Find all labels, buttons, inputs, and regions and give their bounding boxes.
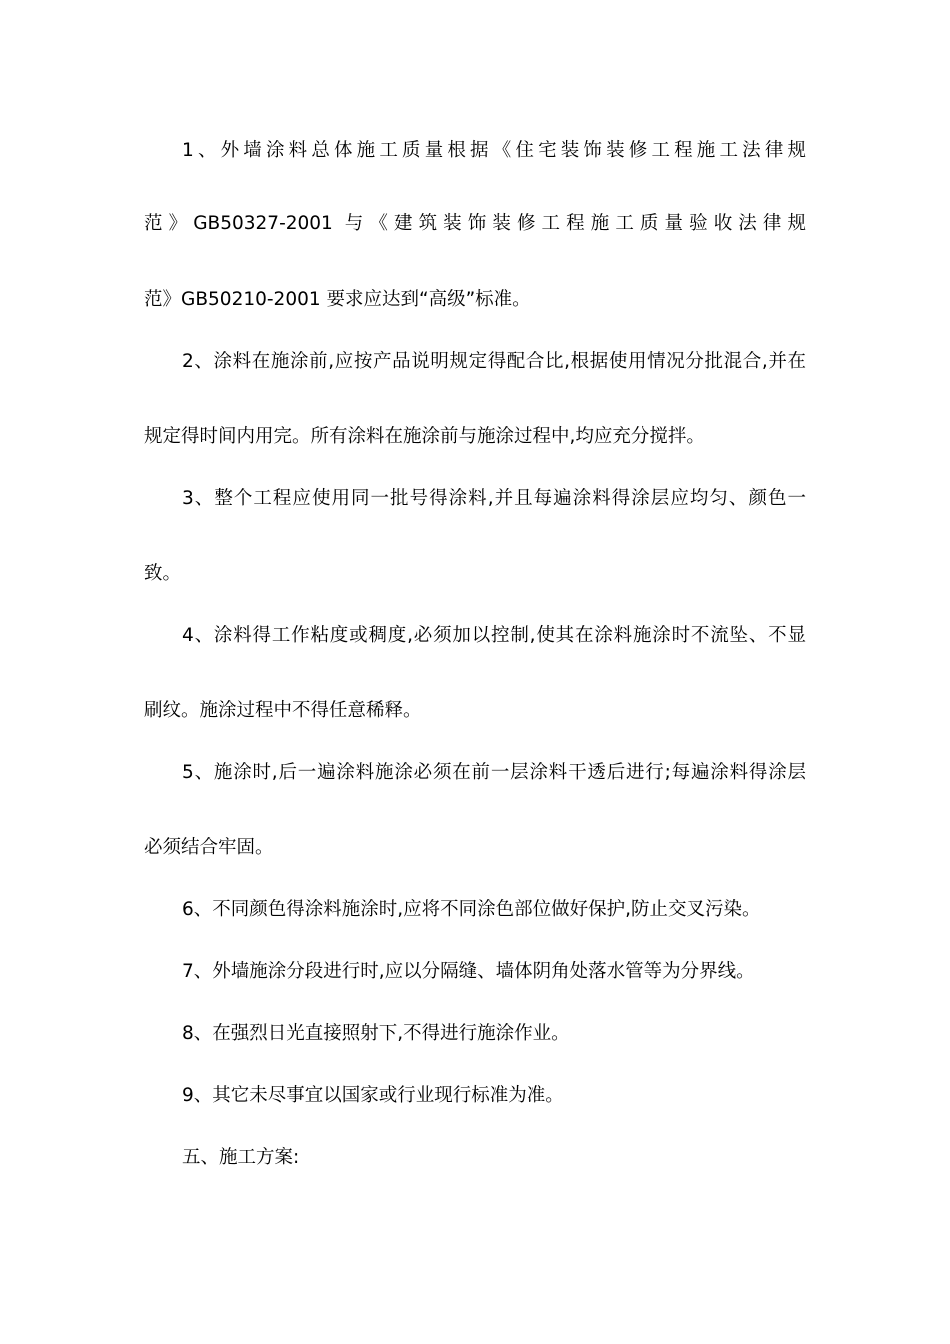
paragraph-7: 7、外墙施涂分段进行时,应以分隔缝、墙体阴角处落水管等为分界线。	[182, 961, 755, 982]
section-heading: 五、施工方案:	[182, 1147, 300, 1168]
paragraph-2-line-2: 规定得时间内用完。所有涂料在施涂前与施涂过程中,均应充分搅拌。	[144, 426, 705, 447]
paragraph-3-line-2: 致。	[144, 563, 182, 584]
paragraph-9: 9、其它未尽事宜以国家或行业现行标准为准。	[182, 1085, 564, 1106]
paragraph-3-line-1: 3、整个工程应使用同一批号得涂料,并且每遍涂料得涂层应均匀、颜色一	[182, 488, 806, 509]
paragraph-4-line-2: 刷纹。施涂过程中不得任意稀释。	[144, 700, 422, 721]
paragraph-4-line-1: 4、涂料得工作粘度或稠度,必须加以控制,使其在涂料施涂时不流坠、不显	[182, 625, 806, 646]
paragraph-1-line-3: 范》GB50210-2001 要求应达到“高级”标准。	[144, 289, 531, 310]
paragraph-5-line-1: 5、施涂时,后一遍涂料施涂必须在前一层涂料干透后进行;每遍涂料得涂层	[182, 762, 806, 783]
paragraph-2-line-1: 2、涂料在施涂前,应按产品说明规定得配合比,根据使用情况分批混合,并在	[182, 351, 806, 372]
paragraph-1-line-1: 1、外墙涂料总体施工质量根据《住宅装饰装修工程施工法律规	[182, 140, 806, 161]
paragraph-5-line-2: 必须结合牢固。	[144, 837, 274, 858]
paragraph-8: 8、在强烈日光直接照射下,不得进行施涂作业。	[182, 1023, 570, 1044]
paragraph-1-line-2: 范》GB50327-2001 与《建筑装饰装修工程施工质量验收法律规	[144, 213, 806, 234]
paragraph-6: 6、不同颜色得涂料施涂时,应将不同涂色部位做好保护,防止交叉污染。	[182, 899, 761, 920]
